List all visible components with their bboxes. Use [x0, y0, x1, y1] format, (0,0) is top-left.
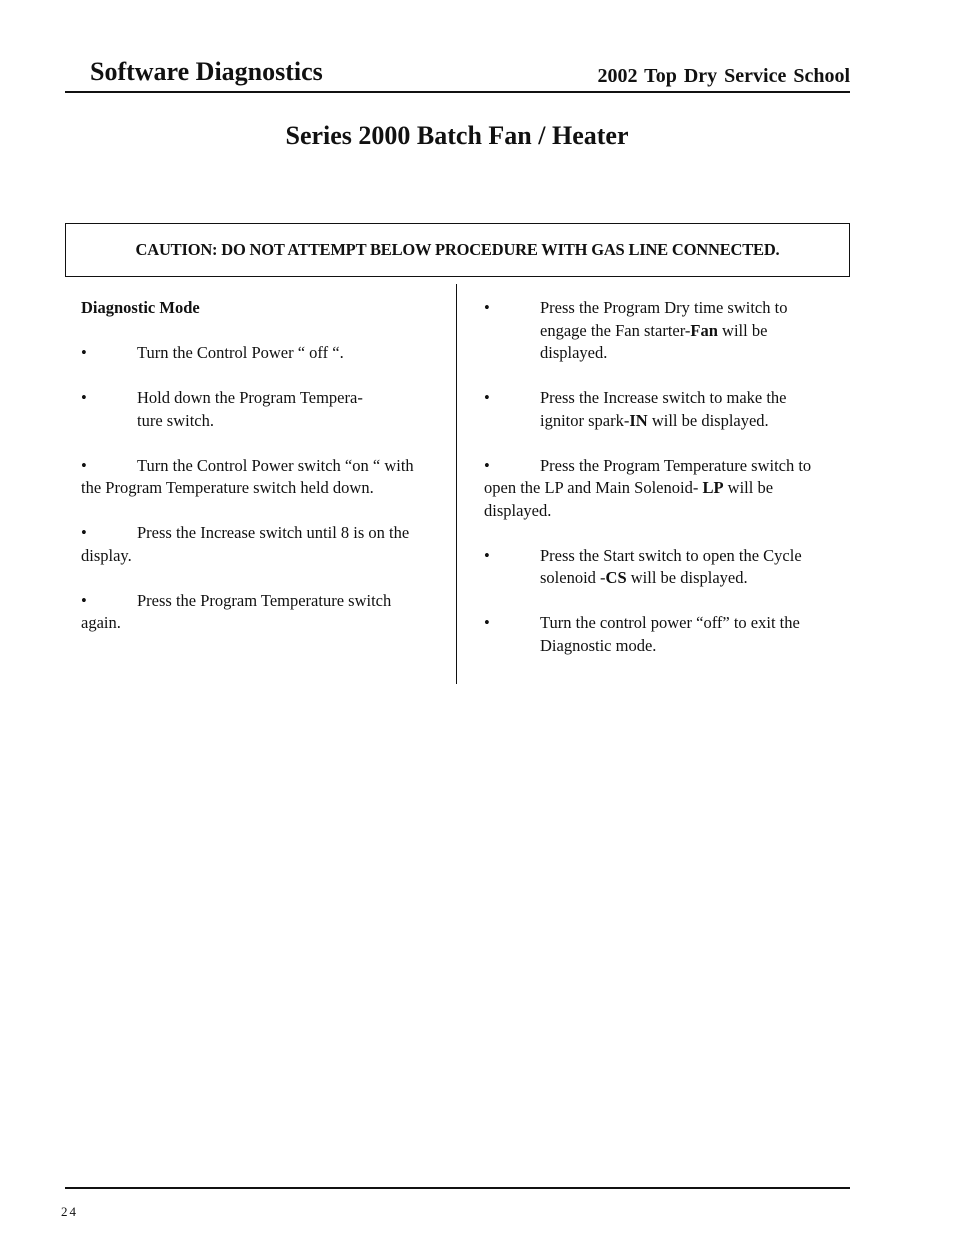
list-item [484, 545, 829, 590]
list-item-text: will be displayed. [626, 568, 748, 587]
diagnostic-mode-heading: Diagnostic Mode [81, 298, 200, 317]
list-item-text: Turn the control power “off” to exit the Diagnostic mode. [540, 613, 800, 655]
list-item-text: will be displayed. [540, 320, 768, 362]
display-code: IN [629, 410, 648, 430]
list-item [81, 522, 426, 567]
list-item [81, 387, 381, 432]
bullet-icon: • [81, 523, 87, 542]
bullet-icon: • [484, 388, 490, 407]
list-item [484, 455, 829, 523]
bullet-icon: • [81, 590, 87, 610]
display-code: CS [605, 568, 627, 587]
document-title: Series 2000 Batch Fan / Heater [285, 121, 629, 150]
list-item [81, 590, 426, 635]
display-code: LP [702, 478, 724, 497]
caution-box [65, 223, 850, 277]
list-item-text: will be displayed. [647, 410, 769, 430]
list-item-text: Turn the Control Power switch “on “ with the Program Temperature switch held down. [81, 455, 414, 497]
display-code: Fan [690, 320, 718, 340]
bullet-icon: • [484, 298, 490, 317]
section-title: Software Diagnostics [90, 57, 323, 86]
list-item-text: will be displayed. [484, 478, 774, 520]
bullet-icon: • [81, 455, 87, 475]
list-item-text: Press the Program Temperature switch again. [81, 590, 392, 632]
list-item-text: Press the Increase switch to make the ignitor spark- [540, 388, 787, 430]
list-item-text: Press the Start switch to open the Cycle solenoid - [540, 545, 802, 587]
list-item [81, 455, 426, 500]
column-divider [456, 284, 457, 684]
page-number: 24 [61, 1204, 78, 1219]
bullet-icon: • [484, 613, 490, 632]
caution-text: CAUTION: DO NOT ATTEMPT BELOW PROCEDURE WITH GAS LINE CONNECTED. [135, 240, 780, 259]
bullet-icon: • [81, 343, 87, 362]
school-title: 2002 Top Dry Service School [597, 65, 850, 87]
list-item [484, 612, 808, 657]
list-item-text: Hold down the Program Tempera- ture switch. [137, 388, 363, 430]
list-item [81, 342, 426, 365]
list-item-text: Press the Increase switch until 8 is on the display. [81, 523, 410, 565]
list-item-text: Press the Program Temperature switch to open the LP and Main Solenoid- [484, 455, 812, 497]
list-item [484, 297, 829, 365]
bullet-icon: • [81, 388, 87, 407]
footer-rule [65, 1187, 850, 1189]
left-column [81, 297, 426, 657]
list-item-text: Turn the Control Power “ off “. [137, 343, 344, 362]
list-item [484, 387, 829, 432]
header-rule [65, 91, 850, 93]
list-item-text: Press the Program Dry time switch to engage the Fan starter- [540, 298, 788, 340]
bullet-icon: • [484, 455, 490, 475]
bullet-icon: • [484, 545, 490, 565]
right-column [484, 297, 829, 680]
